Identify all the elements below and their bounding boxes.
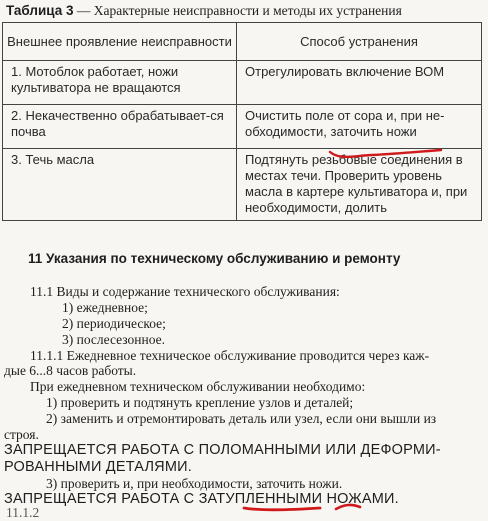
table-row — [3, 61, 482, 105]
warning-dull-blades: ЗАПРЕЩАЕТСЯ РАБОТА С ЗАТУПЛЕННЫМИ НОЖАМИ. — [4, 491, 399, 507]
list-item: 2) заменить и отремонтировать деталь или узел, если они вышли из — [46, 411, 437, 426]
list-item: 1) проверить и подтянуть крепление узлов и деталей; — [46, 395, 354, 410]
table-caption-text: Характерные неисправности и методы их устранения — [93, 3, 402, 18]
table-header-row — [3, 23, 482, 61]
header-remedy: Способ устранения — [237, 23, 482, 61]
table-caption — [6, 3, 402, 19]
paragraph-11-1-1-line2: дые 6...8 часов работы. — [4, 363, 137, 378]
warning-broken-parts-line2: РОВАННЫМИ ДЕТАЛЯМИ. — [4, 459, 192, 475]
list-item-continuation: строя. — [4, 427, 39, 442]
table-caption-label: Таблица 3 — [6, 3, 74, 18]
header-fault: Внешнее проявление неисправности — [3, 23, 237, 61]
paragraph-11-1: 11.1 Виды и содержание технического обслуживания: — [30, 284, 340, 299]
list-item: 3) проверить и, при необходимости, заточить ножи. — [46, 476, 343, 491]
table-row — [3, 149, 482, 221]
list-item: 3) послесезонное. — [62, 332, 166, 347]
paragraph-11-1-2-cut: 11.1.2 — [6, 505, 40, 520]
fault-cell: 1. Мотоблок работает, ножи культиватора не вращаются — [3, 61, 237, 105]
fault-cell: 3. Течь масла — [3, 149, 237, 221]
paragraph-daily: При ежедневном техническом обслуживании необходимо: — [30, 379, 366, 394]
paragraph-11-1-1-line1: 11.1.1 Ежедневное техническое обслуживание проводится через каж- — [30, 348, 430, 363]
remedy-cell: Отрегулировать включение ВОМ — [237, 61, 482, 105]
red-underline-mark — [244, 508, 320, 510]
list-item: 2) периодическое; — [62, 316, 166, 331]
table-caption-dash: — — [73, 3, 94, 18]
remedy-cell: Очистить поле от сора и, при не-обходимости, заточить ножи — [237, 105, 482, 149]
remedy-cell: Подтянуть резьбовые соединения в местах течи. Проверить уровень масла в картере культиватора и, при необходимости, долить — [237, 149, 482, 221]
fault-cell: 2. Некачественно обрабатывает-ся почва — [3, 105, 237, 149]
warning-broken-parts-line1: ЗАПРЕЩАЕТСЯ РАБОТА С ПОЛОМАННЫМИ ИЛИ ДЕФОРМИ- — [4, 442, 441, 458]
list-item: 1) ежедневное; — [62, 300, 148, 315]
table-row — [3, 105, 482, 149]
faults-table — [2, 22, 482, 221]
section-title: 11 Указания по техническому обслуживанию и ремонту — [28, 251, 401, 266]
